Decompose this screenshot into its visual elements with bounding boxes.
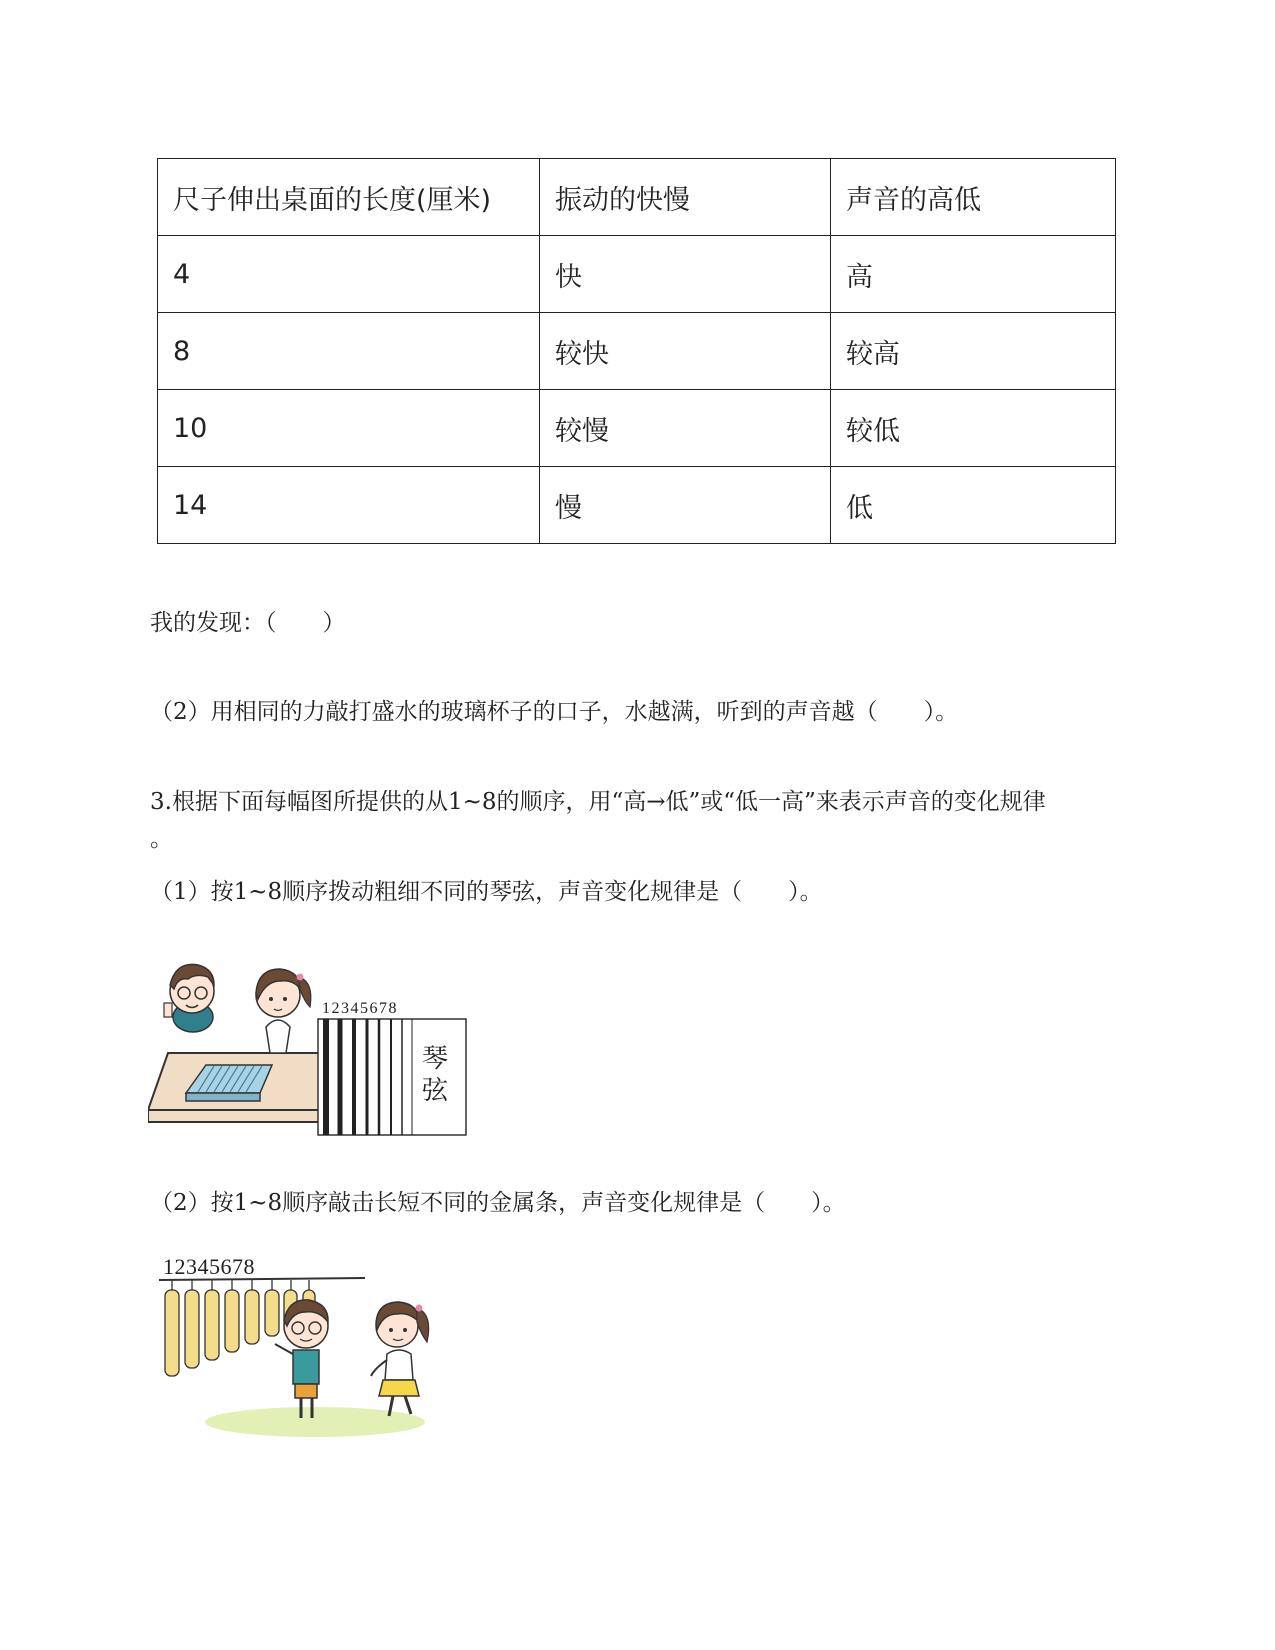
header-cell: 尺子伸出桌面的长度(厘米) [158,159,540,236]
header-cell: 振动的快慢 [540,159,831,236]
question-2-2: （2）用相同的力敲打盛水的玻璃杯子的口子，水越满，听到的声音越（ ）。 [150,699,959,725]
girl-figure [371,1302,429,1416]
girl-figure [256,969,311,1053]
question-3-cont: 。 [150,826,173,852]
bar-numbers: 12345678 [163,1254,255,1279]
table-cell: 高 [831,236,1116,313]
header-cell: 声音的高低 [831,159,1116,236]
table-row [158,236,1116,313]
question-3-1: （1）按1~8顺序拨动粗细不同的琴弦，声音变化规律是（ ）。 [150,879,823,905]
grass-patch [205,1407,425,1437]
boy-figure [275,1300,328,1418]
string-numbers: 12345678 [322,1000,398,1017]
table-cell: 4 [158,236,540,313]
table-cell: 慢 [540,467,831,544]
table-cell: 14 [158,467,540,544]
zither-label-top: 琴 [422,1044,449,1074]
table-header-row [158,159,1116,236]
table-row [158,313,1116,390]
zither-label-bottom: 弦 [422,1076,449,1106]
question-3: 3.根据下面每幅图所提供的从1~8的顺序，用“高→低”或“低一高”来表示声音的变化规律 [150,789,1046,815]
table-cell: 较高 [831,313,1116,390]
zither-illustration [148,955,468,1137]
table-cell: 快 [540,236,831,313]
metal-bars-illustration [155,1250,465,1440]
table-cell: 较快 [540,313,831,390]
question-3-2: （2）按1~8顺序敲击长短不同的金属条，声音变化规律是（ ）。 [150,1190,846,1216]
table-row [158,467,1116,544]
table-cell: 较慢 [540,390,831,467]
boy-figure [164,964,214,1032]
table-row [158,390,1116,467]
table-cell: 较低 [831,390,1116,467]
table-cell: 8 [158,313,540,390]
table-cell: 低 [831,467,1116,544]
finding-prompt: 我的发现：（ ） [150,610,346,636]
table-cell: 10 [158,390,540,467]
data-table [157,158,1116,544]
